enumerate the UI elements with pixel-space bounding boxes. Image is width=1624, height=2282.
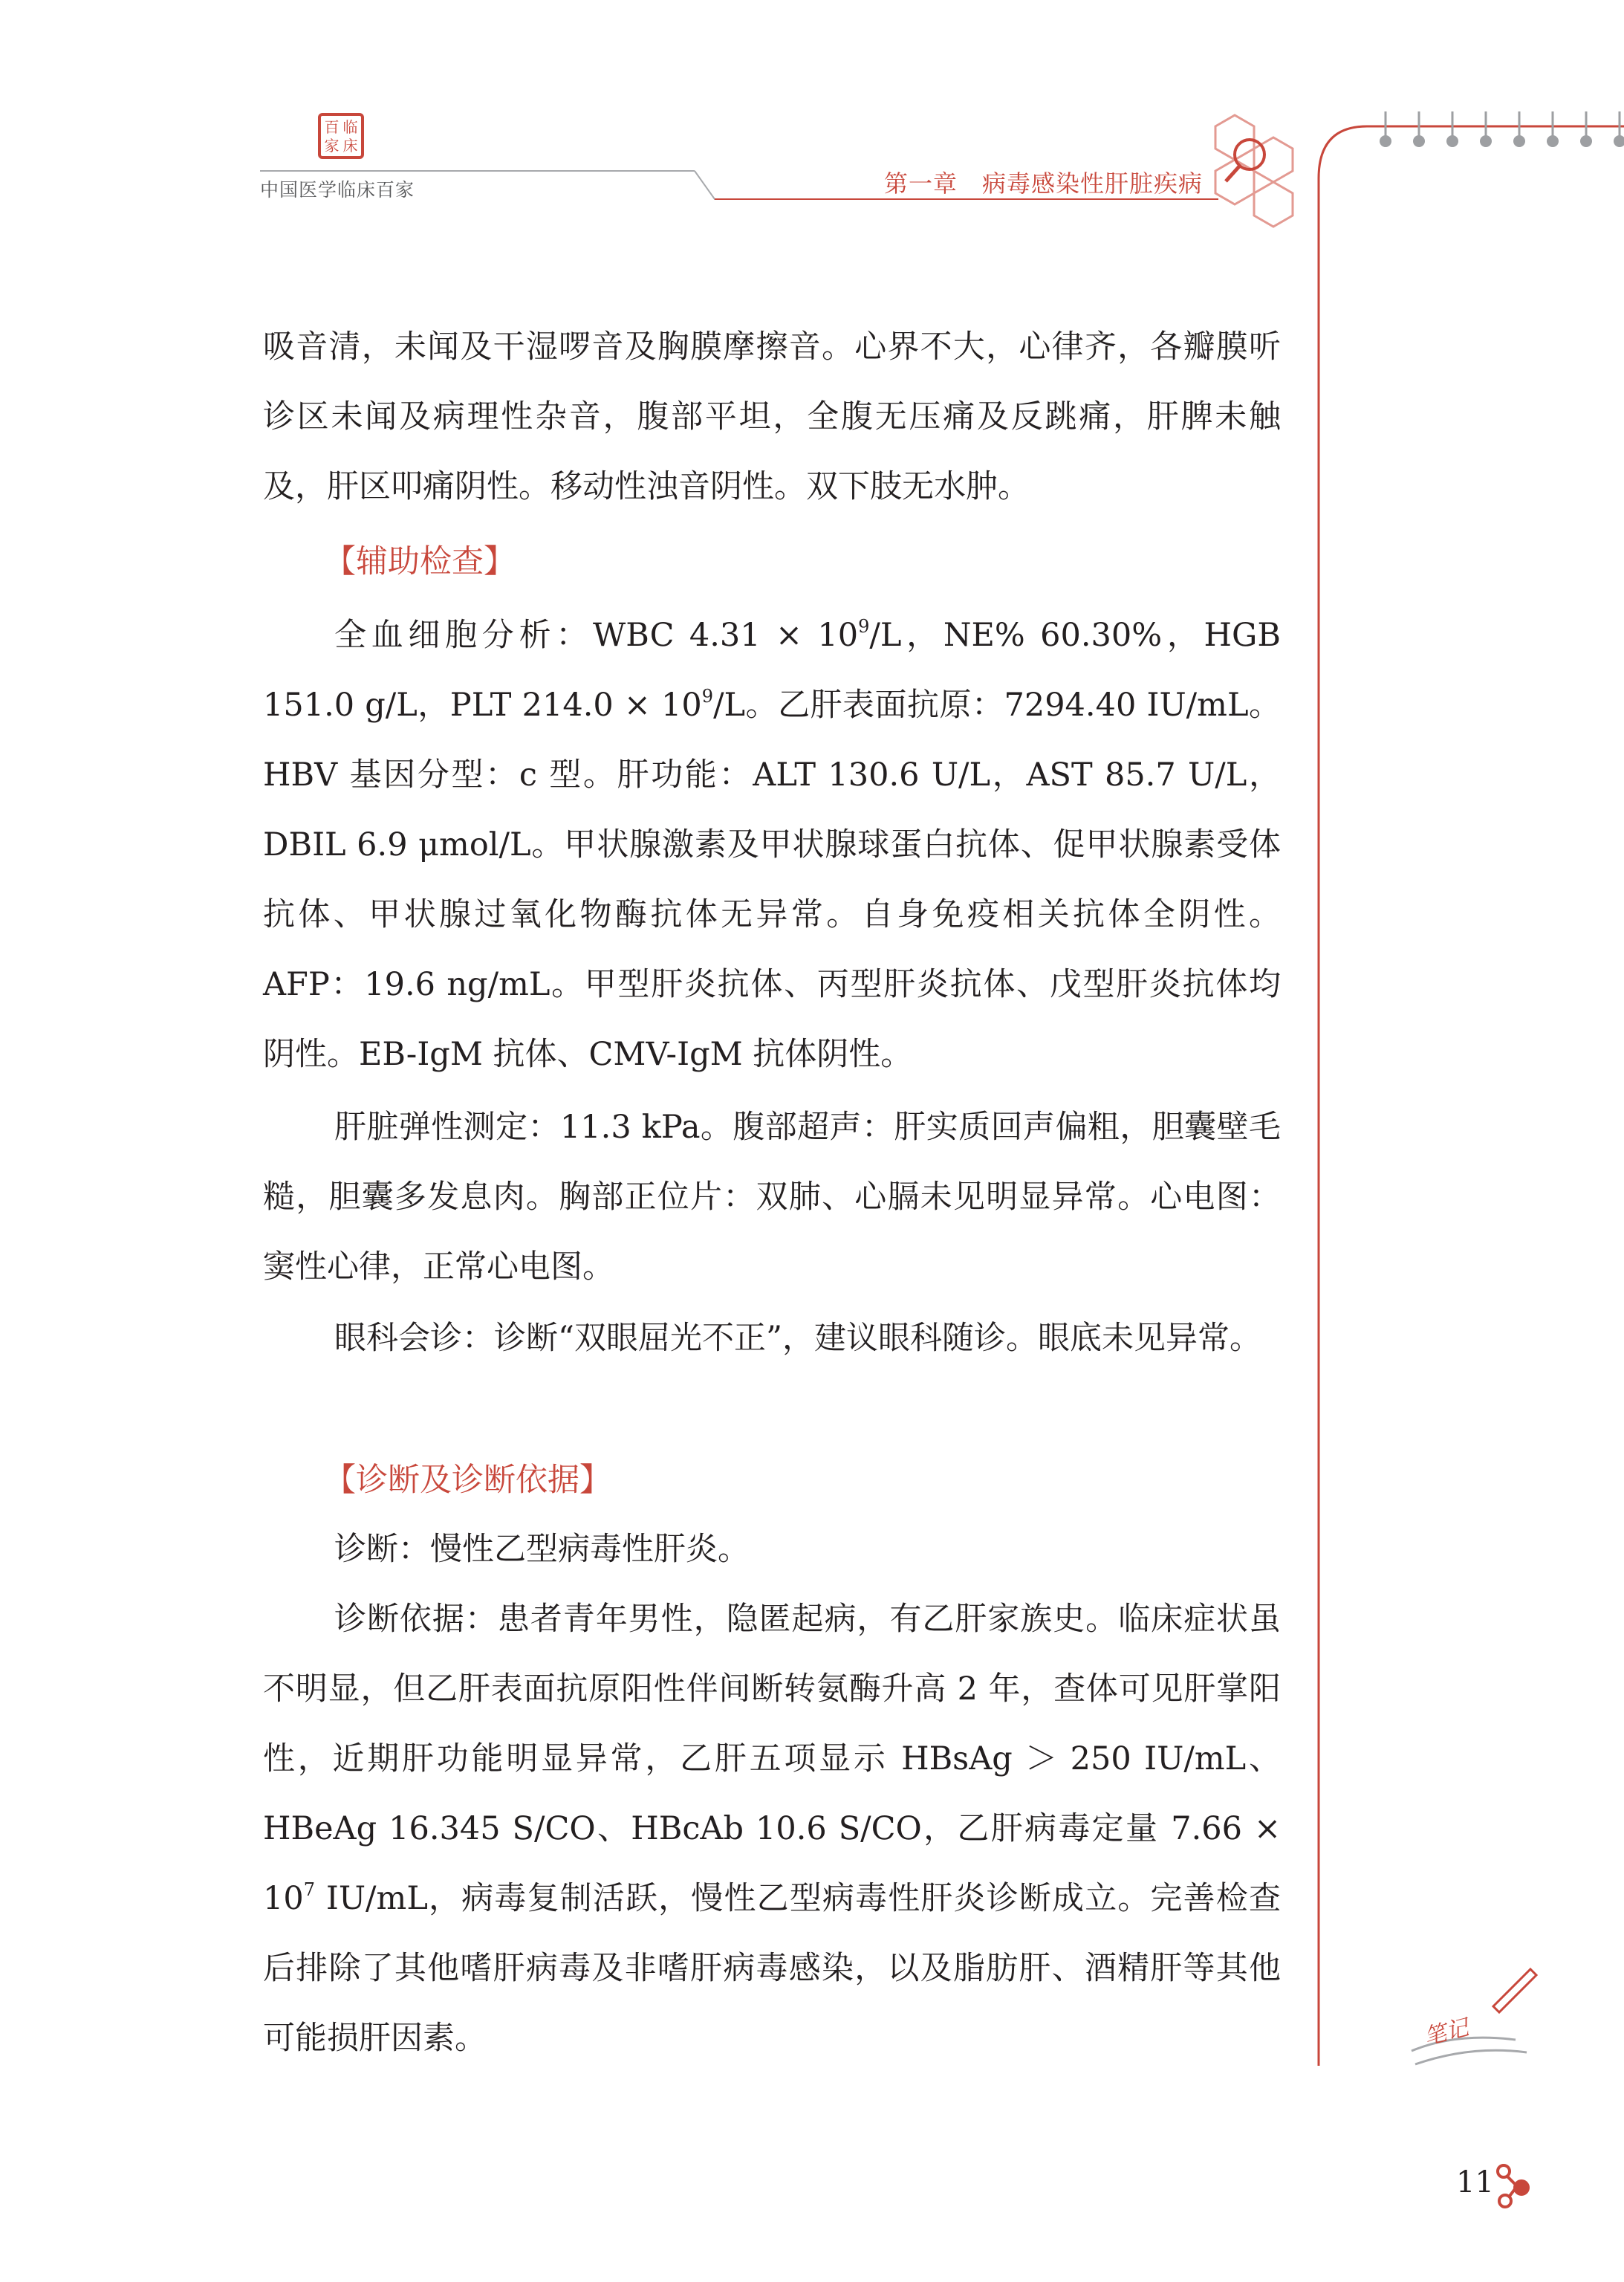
- molecule-icon: [1498, 2165, 1528, 2207]
- page-number: 11: [1456, 2165, 1494, 2200]
- logo-char: 床: [342, 136, 358, 155]
- exponent: 9: [858, 616, 870, 637]
- lab-text: 全血细胞分析：WBC 4.31 × 10: [334, 617, 859, 654]
- lab-text: /L，NE% 60.30%，HGB 151.0 g/L，PLT 214.0 × 10: [263, 617, 1281, 724]
- notes-label: 笔记: [1421, 2014, 1472, 2051]
- notebook-top-edge: [1319, 126, 1624, 178]
- logo-char: 家: [324, 136, 340, 155]
- logo-char: 临: [342, 117, 358, 136]
- paragraph-imaging: 肝脏弹性测定：11.3 kPa。腹部超声：肝实质回声偏粗，胆囊壁毛糙，胆囊多发息肉。胸部正位片：双肺、心膈未见明显异常。心电图：窦性心律，正常心电图。: [263, 1109, 1281, 1286]
- basis-text: IU/mL，病毒复制活跃，慢性乙型病毒性肝炎诊断成立。完善检查后排除了其他嗜肝病毒及非嗜肝病毒感染，以及脂肪肝、酒精肝等其他可能损肝因素。: [263, 1880, 1281, 2057]
- exponent: 9: [701, 686, 714, 707]
- section-heading-diagnosis: 【诊断及诊断依据】: [324, 1462, 611, 1499]
- section-heading-auxiliary-tests: 【辅助检查】: [324, 543, 516, 580]
- notebook-rings: [1380, 111, 1624, 147]
- brand-name: 中国医学临床百家: [260, 179, 415, 201]
- paragraph-diagnosis: 诊断：慢性乙型病毒性肝炎。: [334, 1531, 750, 1568]
- publisher-logo: [318, 113, 364, 159]
- exponent: 7: [303, 1879, 315, 1900]
- basis-text: 诊断依据：患者青年男性，隐匿起病，有乙肝家族史。临床症状虽不明显，但乙肝表面抗原阳性伴间断转氨酶升高 2 年，查体可见肝掌阳性，近期肝功能明显异常，乙肝五项显示 HBsAg ＞ 250 IU/mL、HBeAg 16.345 S/CO、HBcAb 10.6 S/CO，乙肝病毒定量 7.66 × 10: [263, 1601, 1281, 1917]
- lab-text: /L。乙肝表面抗原：7294.40 IU/mL。HBV 基因分型：c 型。肝功能：ALT 130.6 U/L，AST 85.7 U/L，DBIL 6.9 μmol/L。甲状腺激素及甲状腺球蛋白抗体、促甲状腺素受体抗体、甲状腺过氧化物酶抗体无异常。自身免疫相关抗体全阴性。AFP：19.6 ng/mL。甲型肝炎抗体、丙型肝炎抗体、戊型肝炎抗体均阴性。EB-IgM 抗体、CMV-IgM 抗体阴性。: [263, 687, 1281, 1073]
- hexagon-icon: [1215, 115, 1293, 227]
- paragraph-lab-results: [263, 600, 1281, 1089]
- paragraph-exam: 吸音清，未闻及干湿啰音及胸膜摩擦音。心界不大，心律齐，各瓣膜听诊区未闻及病理性杂音，腹部平坦，全腹无压痛及反跳痛，肝脾未触及，肝区叩痛阴性。移动性浊音阴性。双下肢无水肿。: [263, 328, 1281, 505]
- logo-char: 百: [324, 117, 340, 136]
- paragraph-ophthalmology: 眼科会诊：诊断“双眼屈光不正”，建议眼科随诊。眼底未见异常。: [334, 1320, 1261, 1357]
- paragraph-diagnosis-basis: [263, 1584, 1281, 2073]
- chapter-title: 第一章 病毒感染性肝脏疾病: [884, 169, 1204, 198]
